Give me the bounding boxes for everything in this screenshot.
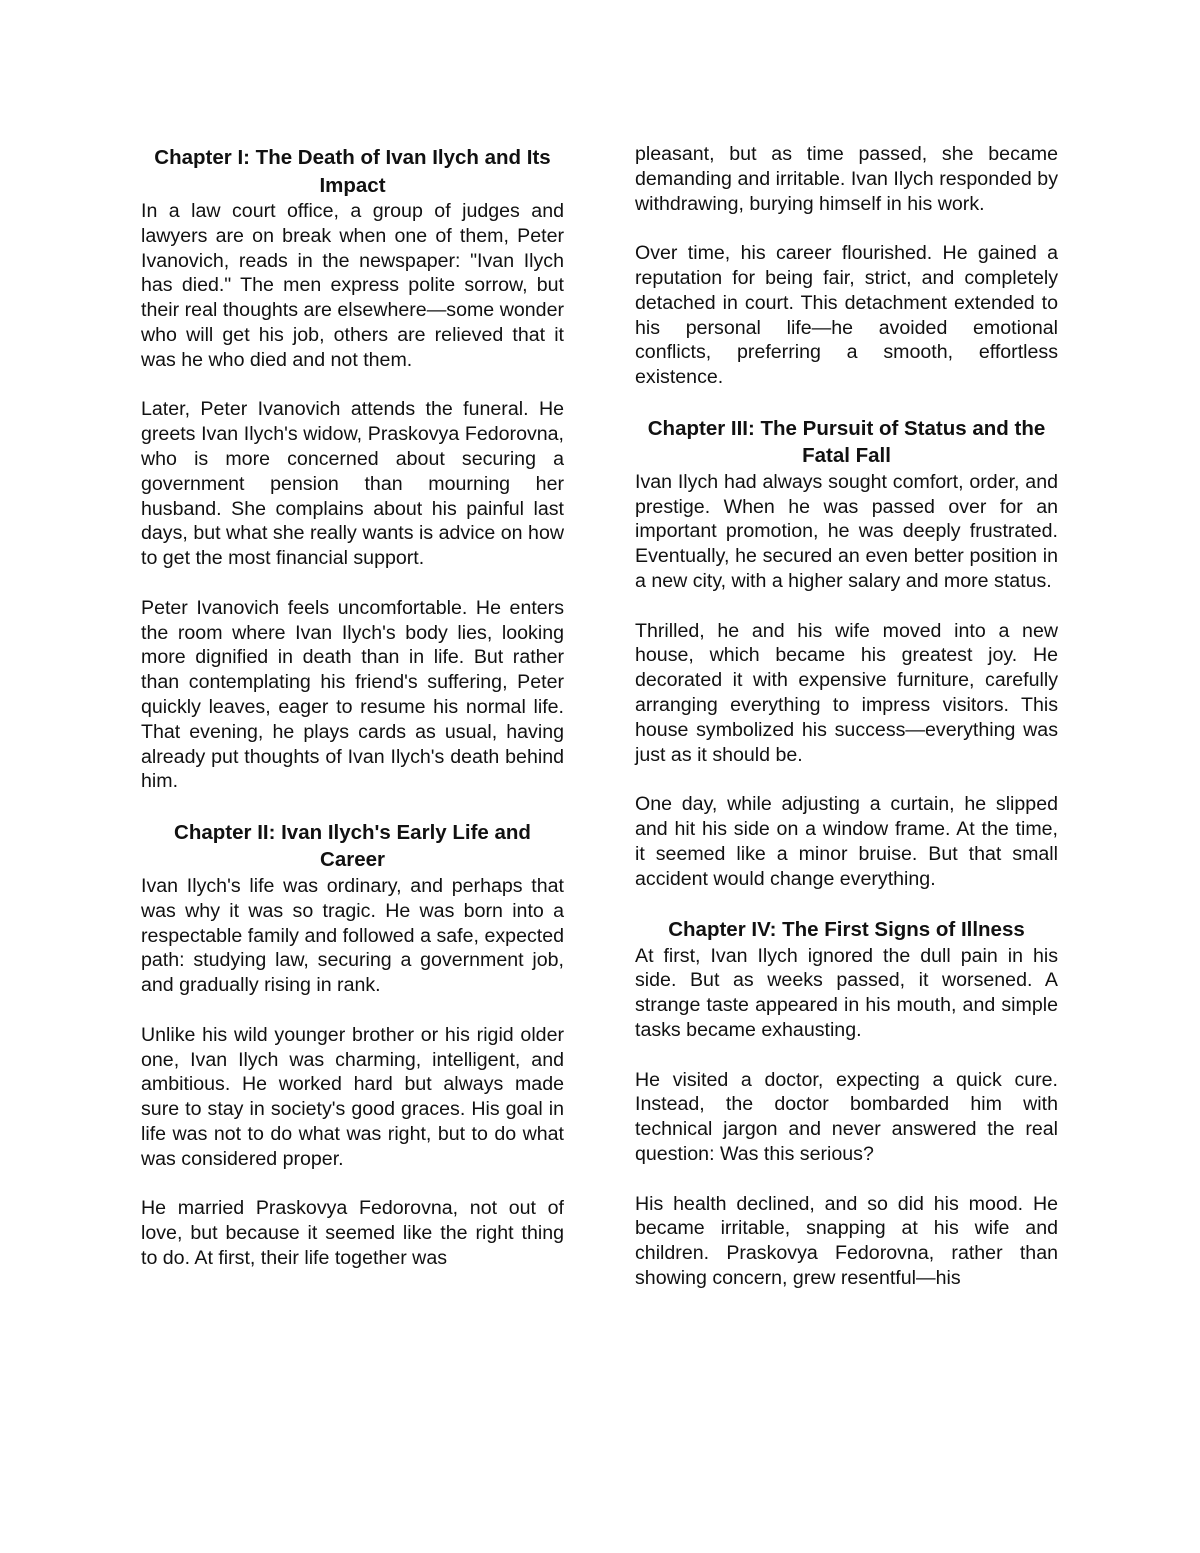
left-column <box>141 144 564 1271</box>
chapter-1-paragraph-2: Later, Peter Ivanovich attends the funeral. He greets Ivan Ilych's widow, Praskovya Fedorovna, who is more concerned about securing a government pension than mourning her husband. She complains about his painful last days, but what she really wants is advice on how to get the most financial support. <box>141 398 564 570</box>
chapter-2-paragraph-2: Unlike his wild younger brother or his rigid older one, Ivan Ilych was charming, intelligent, and ambitious. He worked hard but always made sure to stay in society's good graces. His goal in life was not to do what was right, but to do what was considered proper. <box>141 1023 564 1170</box>
chapter-1-heading: Chapter I: The Death of Ivan Ilych and Its Impact <box>154 146 551 197</box>
chapter-4-paragraph-1: At first, Ivan Ilych ignored the dull pain in his side. But as weeks passed, it worsened. A strange taste appeared in his mouth, and simple tasks became exhausting. <box>635 944 1058 1041</box>
continuation-paragraph-2: Over time, his career flourished. He gained a reputation for being fair, strict, and completely detached in court. This detachment extended to his personal life—he avoided emotional conflicts, preferring a smooth, effortless existence. <box>635 242 1058 389</box>
chapter-3-paragraph-2: Thrilled, he and his wife moved into a new house, which became his greatest joy. He decorated it with expensive furniture, carefully arranging everything to impress visitors. This house symbolized his success—everything was just as it should be. <box>635 619 1058 766</box>
chapter-2-continuation <box>635 142 1058 390</box>
chapter-1-section <box>141 144 564 794</box>
chapter-4-heading: Chapter IV: The First Signs of Illness <box>668 918 1025 942</box>
chapter-4-paragraph-2: He visited a doctor, expecting a quick cure. Instead, the doctor bombarded him with technical jargon and never answered the real question: Was this serious? <box>635 1068 1058 1165</box>
chapter-3-heading: Chapter III: The Pursuit of Status and the Fatal Fall <box>647 416 1046 468</box>
chapter-1-paragraph-1: In a law court office, a group of judges and lawyers are on break when one of them, Peter Ivanovich, reads in the newspaper: "Ivan Ilych has died." The men express polite sorrow, but their real thoughts are elsewhere—some wonder who will get his job, others are relieved that it was he who died and not them. <box>141 200 564 371</box>
chapter-4-paragraph-3: His health declined, and so did his mood. He became irritable, snapping at his wife and children. Praskovya Fedorovna, rather than showing concern, grew resentful—his <box>635 1192 1058 1289</box>
chapter-2-paragraph-3: He married Praskovya Fedorovna, not out of love, but because it seemed like the right thing to do. At first, their life together was <box>141 1197 564 1269</box>
chapter-1-paragraph-3: Peter Ivanovich feels uncomfortable. He enters the room where Ivan Ilych's body lies, looking more dignified in death than in life. But rather than contemplating his friend's suffering, Peter quickly leaves, eager to resume his normal life. That evening, he plays cards as usual, having already put thoughts of Ivan Ilych's death behind him. <box>141 596 564 793</box>
chapter-2-paragraph-1: Ivan Ilych's life was ordinary, and perhaps that was why it was so tragic. He was born into a respectable family and followed a safe, expected path: studying law, securing a government job, and gradually rising in rank. <box>141 874 564 997</box>
chapter-3-paragraph-3: One day, while adjusting a curtain, he slipped and hit his side on a window frame. At the time, it seemed like a minor bruise. But that small accident would change everything. <box>635 793 1058 890</box>
right-column <box>635 142 1058 1291</box>
continuation-paragraph-1: pleasant, but as time passed, she became demanding and irritable. Ivan Ilych responded by withdrawing, burying himself in his work. <box>635 143 1058 215</box>
chapter-2-section <box>141 819 564 1271</box>
chapter-4-section <box>635 916 1058 1291</box>
chapter-3-section <box>635 415 1058 892</box>
chapter-2-heading: Chapter II: Ivan Ilych's Early Life and Career <box>174 820 531 872</box>
chapter-3-paragraph-1: Ivan Ilych had always sought comfort, order, and prestige. When he was passed over for an important promotion, he was deeply frustrated. Eventually, he secured an even better position in a new city, with a higher salary and more status. <box>635 470 1058 592</box>
